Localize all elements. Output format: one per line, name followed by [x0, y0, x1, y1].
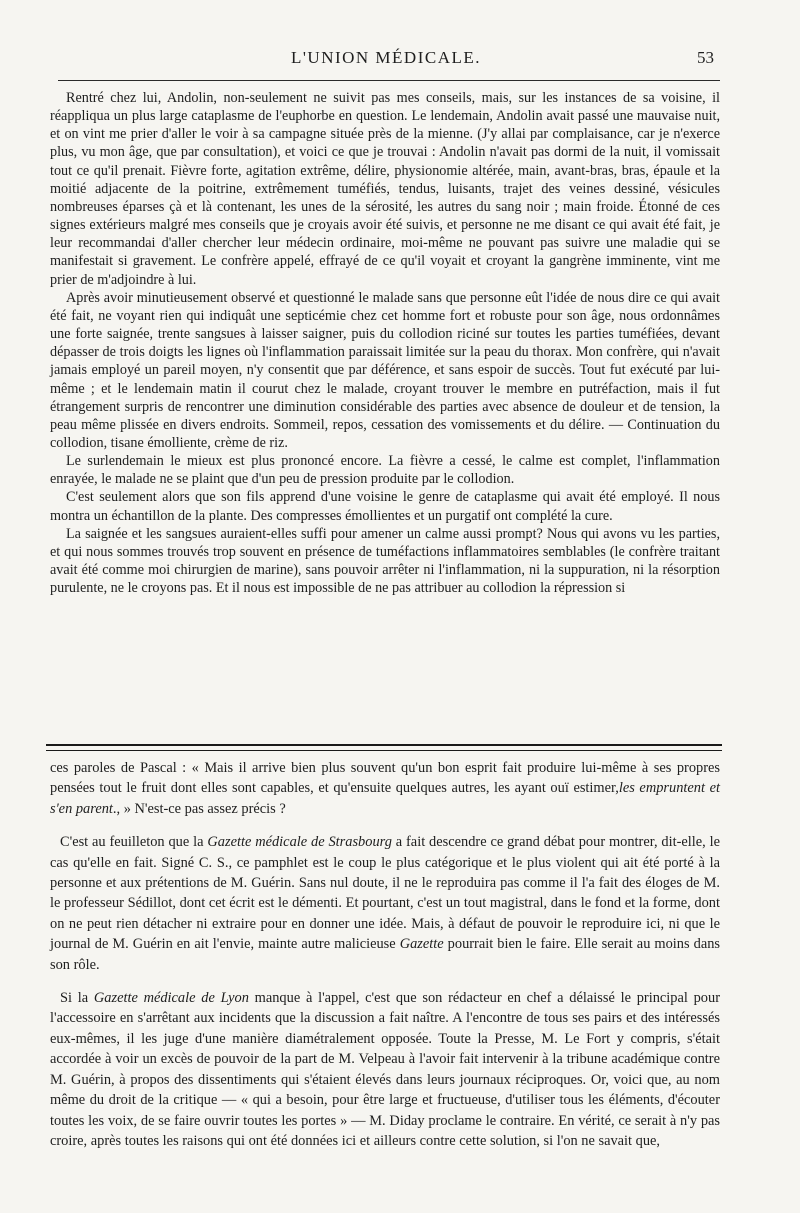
article-paragraph: Le surlendemain le mieux est plus prononcé encore. La fièvre a cessé, le calme est complet, l'inflammation enrayée, le malade ne se plaint que d'un peu de pression produite par le collodion.: [50, 453, 720, 488]
page-number: 53: [697, 48, 714, 67]
feuilleton-separator: [46, 744, 722, 751]
main-article: [50, 89, 720, 597]
journal-title-italic: Gazette médicale de Strasbourg: [207, 834, 392, 851]
feuilleton-text-run: pourrait bien le faire. Elle serait au moins dans son rôle.: [50, 936, 720, 973]
feuilleton-text-run: a fait descendre ce grand débat pour montrer, dit-elle, le cas qu'elle en fait. Signé C. S., ce pamphlet est le coup le plus catégorique et le plus violent qui ait été porté à la personne et aux prétentions de M. Guérin. Sans nul doute, il ne le reproduira pas comme il l'a fait des éloges de M. le professeur Sédillot, dont cet écrit est le démenti. Et pourtant, c'est un tout magistral, dans le fond et la forme, dont on ne peut rien détacher ni extraire pour en donner une idée. Mais, à défaut de pouvoir le reproduire ici, ni que le journal de M. Guérin en ait l'envie, mainte autre malicieuse: [50, 834, 721, 953]
article-paragraph: C'est seulement alors que son fils apprend d'une voisine le genre de cataplasme qui avait été employé. Il nous montra un échantillon de la plante. Des compresses émollientes et un purgatif ont complété la cure.: [50, 489, 720, 524]
feuilleton-text-run: ces paroles de Pascal : « Mais il arrive bien plus souvent qu'un bon esprit fait produire lui-même à ses propres pensées tout le fruit dont elles sont capables, et qu'ensuite quelques autres, les ayant ouï estimer,: [50, 760, 720, 797]
feuilleton-paragraph: [50, 758, 720, 819]
feuilleton-text-run: C'est au feuilleton que la: [60, 834, 208, 851]
feuilleton-paragraph: [50, 988, 720, 1151]
feuilleton-text-run: Si la: [60, 990, 94, 1007]
header-rule: [58, 80, 720, 81]
article-paragraph: Rentré chez lui, Andolin, non-seulement ne suivit pas mes conseils, mais, sur les instances de sa voisine, il réappliqua un plus large cataplasme de l'euphorbe en question. Le lendemain, Andolin avait passé une mauvaise nuit, et on vint me prier d'aller le voir à sa campagne située près de la mienne. (J'y allai par complaisance, car je n'exerce plus, vu mon âge, que par consultation), et voici ce que je trouvai : Andolin n'avait pas dormi de la nuit, il vomissait tout ce qu'il prenait. Fièvre forte, agitation extrême, délire, physionomie altérée, main, avant-bras, bras, épaule et la moitié adjacente de la poitrine, extrêmement tuméfiés, tendus, luisants, trajet des veines dessiné, vésicules nombreuses éparses çà et là contenant, les unes de la sérosité, les autres du sang noir ; main froide. Étonné de ces signes extérieurs malgré mes conseils que je croyais avoir été suivis, et personne ne me disant ce qui avait été fait, je leur recommandai d'aller chercher leur médecin ordinaire, moi-même ne pouvant pas suivre une maladie qui se manifestait si gravement. Le confrère appelé, effrayé de ce qu'il voyait et croyant la gangrène imminente, vint me prier de m'adjoindre à lui.: [50, 90, 720, 288]
article-paragraph: Après avoir minutieusement observé et questionné le malade sans que personne eût l'idée de nous dire ce qui avait été fait, ne voyant rien qui indiquât une septicémie chez cet homme fort et robuste pour son âge, nous ordonnâmes une forte saignée, trente sangsues à laisser saigner, puis du collodion riciné sur toutes les parties tuméfiées, devant dépasser de trois doigts les lignes où l'inflammation paraissait limitée sur la peau du thorax. Mon confrère, qui n'avait jamais employé un pareil moyen, n'y consentit que par déférence, et sans espoir de succès. Tout fut exécuté par lui-même ; et le lendemain matin il courut chez le malade, croyant trouver le membre en putréfaction, mais il fut étrangement surpris de rencontrer une diminution considérable des parties avec absence de douleur et de tension, la peau même plissée en divers endroits. Sommeil, repos, cessation des vomissements et du délire. — Continuation du collodion, tisane émolliente, crème de riz.: [50, 289, 720, 451]
feuilleton-section: [50, 758, 720, 1164]
feuilleton-text-run: manque à l'appel, c'est que son rédacteur en chef a délaissé le principal pour l'accessoire en s'arrêtant aux incidents que la discussion a fait naître. A l'encontre de tous ses pairs et des intéressés eux-mêmes, il les juge d'une manière diamétralement opposée. Toute la Presse, M. Le Fort y compris, s'était accordée à voir un excès de pouvoir de la part de M. Velpeau à l'avoir fait intervenir à la tribune académique contre M. Guérin, à propos des dissentiments qui s'étaient élevés dans leurs journaux réciproques. Or, voici que, au nom même du droit de la critique — « qui a besoin, pour être large et fructueuse, d'utiliser tous les éléments, d'écouter toutes les voix, de se faire ouvrir toutes les portes » — M. Diday proclame le contraire. En vérité, ce serait à n'y pas croire, après toutes les raisons qui ont été données ici et ailleurs contre cette solution, si l'on ne savait que,: [50, 990, 720, 1149]
article-paragraph: La saignée et les sangsues auraient-elles suffi pour amener un calme aussi prompt? Nous qui avons vu les parties, et qui nous sommes trouvés trop souvent en présence de tuméfactions inflammatoires semblables (le confrère traitant avait été comme moi chirurgien de marine), sans pouvoir arrêter ni l'inflammation, ni la suppuration, ni la résorption purulente, ne le croyons pas. Et il nous est impossible de ne pas attribuer au collodion la répression si: [50, 525, 720, 597]
journal-title-italic: Gazette: [399, 936, 444, 953]
feuilleton-text-run: ., » N'est-ce pas assez précis ?: [112, 800, 286, 817]
journal-title-italic: Gazette médicale de Lyon: [93, 990, 249, 1007]
page-header: [58, 46, 714, 72]
running-title: L'UNION MÉDICALE.: [290, 48, 482, 67]
feuilleton-italic-run: les empruntent et s'en parent: [50, 780, 720, 817]
feuilleton-paragraph: [50, 832, 720, 975]
